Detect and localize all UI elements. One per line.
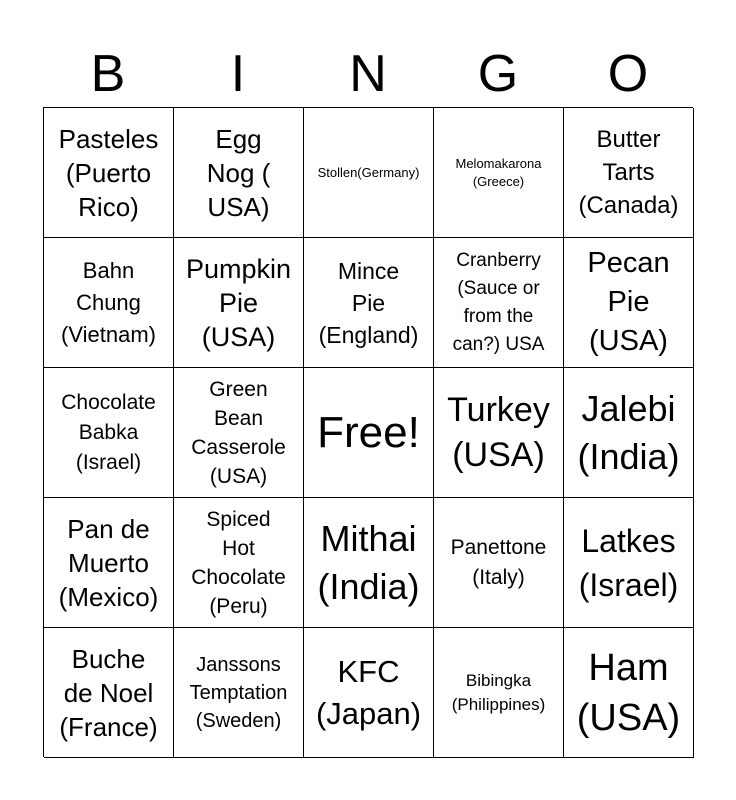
cell-text: Pan de Muerto (Mexico)	[58, 513, 159, 612]
bingo-cell[interactable]	[44, 108, 174, 238]
cell-text: Spiced Hot Chocolate (Peru)	[191, 507, 286, 618]
cell-text: Butter Tarts (Canada)	[578, 126, 679, 219]
header-letter-i: I	[230, 45, 246, 103]
cell-text: Pumpkin Pie (USA)	[185, 253, 292, 352]
header-letter-o: O	[607, 45, 649, 103]
bingo-cell[interactable]	[434, 498, 564, 628]
bingo-cell[interactable]	[44, 498, 174, 628]
cell-text: Turkey (USA)	[447, 390, 550, 474]
bingo-cell[interactable]	[434, 628, 564, 758]
bingo-cell[interactable]	[304, 498, 434, 628]
header-letter-n: N	[349, 45, 387, 103]
bingo-cell[interactable]	[304, 108, 434, 238]
cell-text: Melomakarona (Greece)	[455, 155, 542, 189]
cell-text: Ham (USA)	[576, 646, 681, 739]
bingo-cell[interactable]	[44, 628, 174, 758]
bingo-cell[interactable]	[564, 498, 694, 628]
cell-text: Bahn Chung (Vietnam)	[61, 257, 156, 347]
cell-text: Jalebi (India)	[577, 387, 680, 477]
bingo-cell[interactable]	[434, 108, 564, 238]
bingo-cell[interactable]	[44, 238, 174, 368]
cell-text: Janssons Temptation (Sweden)	[189, 653, 288, 732]
cell-text: Bibingka (Philippines)	[451, 670, 546, 714]
bingo-cell[interactable]	[304, 238, 434, 368]
free-space[interactable]	[304, 368, 434, 498]
cell-text: Mithai (India)	[317, 517, 420, 607]
bingo-cell[interactable]	[564, 238, 694, 368]
cell-text: Panettone (Italy)	[450, 535, 547, 589]
cell-text: Pecan Pie (USA)	[587, 247, 670, 357]
cell-text: Latkes (Israel)	[578, 522, 679, 603]
bingo-cell[interactable]	[564, 108, 694, 238]
cell-text: KFC (Japan)	[315, 653, 422, 731]
header-letter-g: G	[477, 45, 519, 103]
cell-text: Cranberry (Sauce or from the can?) USA	[452, 249, 545, 355]
cell-text: Pasteles (Puerto Rico)	[58, 123, 159, 222]
bingo-cell[interactable]	[174, 238, 304, 368]
cell-text: Stollen(Germany)	[317, 164, 420, 180]
cell-text: Green Bean Casserole (USA)	[191, 377, 286, 488]
bingo-grid	[43, 107, 693, 757]
cell-text: Chocolate Babka (Israel)	[61, 390, 156, 474]
header-letter-b: B	[90, 45, 126, 103]
bingo-cell[interactable]	[174, 368, 304, 498]
cell-text: Egg Nog ( USA)	[206, 123, 271, 222]
bingo-cell[interactable]	[434, 368, 564, 498]
cell-text: Buche de Noel (France)	[59, 643, 158, 742]
bingo-cell[interactable]	[304, 628, 434, 758]
bingo-cell[interactable]	[564, 628, 694, 758]
bingo-cell[interactable]	[174, 108, 304, 238]
bingo-cell[interactable]	[434, 238, 564, 368]
bingo-cell[interactable]	[44, 368, 174, 498]
bingo-header	[43, 40, 693, 108]
cell-text: Mince Pie (England)	[318, 257, 419, 348]
bingo-cell[interactable]	[564, 368, 694, 498]
bingo-cell[interactable]	[174, 628, 304, 758]
cell-text: Free!	[317, 407, 420, 457]
bingo-cell[interactable]	[174, 498, 304, 628]
